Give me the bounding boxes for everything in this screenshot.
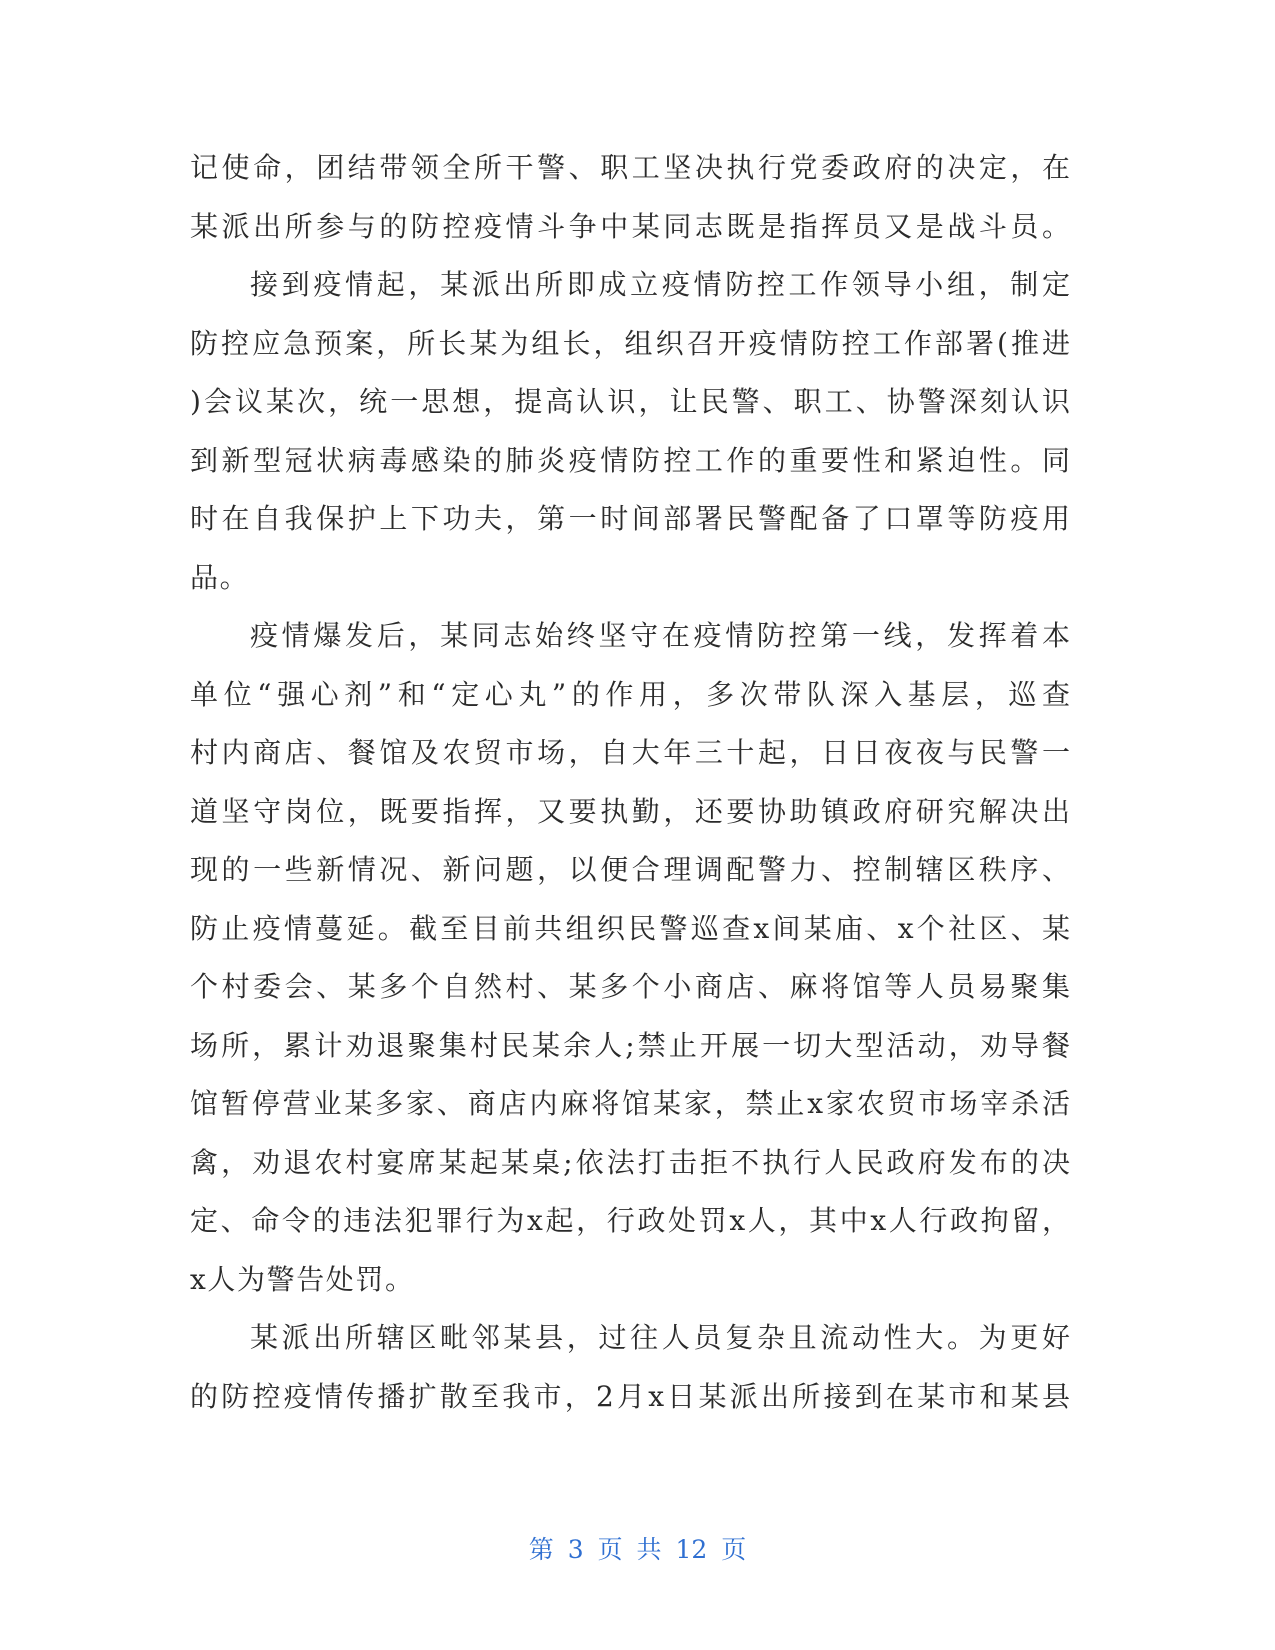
text-line: 馆暂停营业某多家、商店内麻将馆某家，禁止x家农贸市场宰杀活: [190, 1087, 1070, 1120]
paragraph-first-line: 疫情爆发后，某同志始终坚守在疫情防控第一线，发挥着本: [250, 619, 1070, 652]
text-line: 定、命令的违法犯罪行为x起，行政处罚x人，其中x人行政拘留，: [190, 1204, 1070, 1237]
text-line: )会议某次，统一思想，提高认识，让民警、职工、协警深刻认识: [190, 385, 1070, 418]
text-line: 某派出所参与的防控疫情斗争中某同志既是指挥员又是战斗员。: [190, 209, 1070, 243]
text-line: x人为警告处罚。: [190, 1262, 415, 1296]
page-indicator: 第 3 页 共 12 页: [528, 1535, 747, 1564]
paragraph-first-line: 某派出所辖区毗邻某县，过往人员复杂且流动性大。为更好: [250, 1321, 1070, 1354]
text-line: 单位“强心剂”和“定心丸”的作用，多次带队深入基层，巡查: [190, 677, 1070, 711]
text-line: 时在自我保护上下功夫，第一时间部署民警配备了口罩等防疫用: [190, 502, 1070, 535]
text-line: 防止疫情蔓延。截至目前共组织民警巡查x间某庙、x个社区、某: [190, 911, 1070, 945]
text-line: 个村委会、某多个自然村、某多个小商店、麻将馆等人员易聚集: [190, 970, 1070, 1003]
text-line: 现的一些新情况、新问题，以便合理调配警力、控制辖区秩序、: [190, 853, 1070, 886]
text-line: 村内商店、餐馆及农贸市场，自大年三十起，日日夜夜与民警一: [190, 736, 1070, 769]
text-line: 记使命，团结带领全所干警、职工坚决执行党委政府的决定，在: [190, 151, 1070, 184]
document-body: [190, 139, 1070, 1426]
text-line: 到新型冠状病毒感染的肺炎疫情防控工作的重要性和紧迫性。同: [190, 443, 1070, 477]
text-line: 品。: [190, 560, 250, 594]
text-line: 禽，劝退农村宴席某起某桌;依法打击拒不执行人民政府发布的决: [190, 1145, 1070, 1179]
text-line: 道坚守岗位，既要指挥，又要执勤，还要协助镇政府研究解决出: [190, 794, 1070, 828]
text-line: 的防控疫情传播扩散至我市，2月x日某派出所接到在某市和某县: [190, 1379, 1070, 1413]
text-line: 场所，累计劝退聚集村民某余人;禁止开展一切大型活动，劝导餐: [190, 1028, 1070, 1062]
text-line: 防控应急预案，所长某为组长，组织召开疫情防控工作部署(推进: [190, 326, 1070, 360]
paragraph-first-line: 接到疫情起，某派出所即成立疫情防控工作领导小组，制定: [250, 268, 1070, 301]
